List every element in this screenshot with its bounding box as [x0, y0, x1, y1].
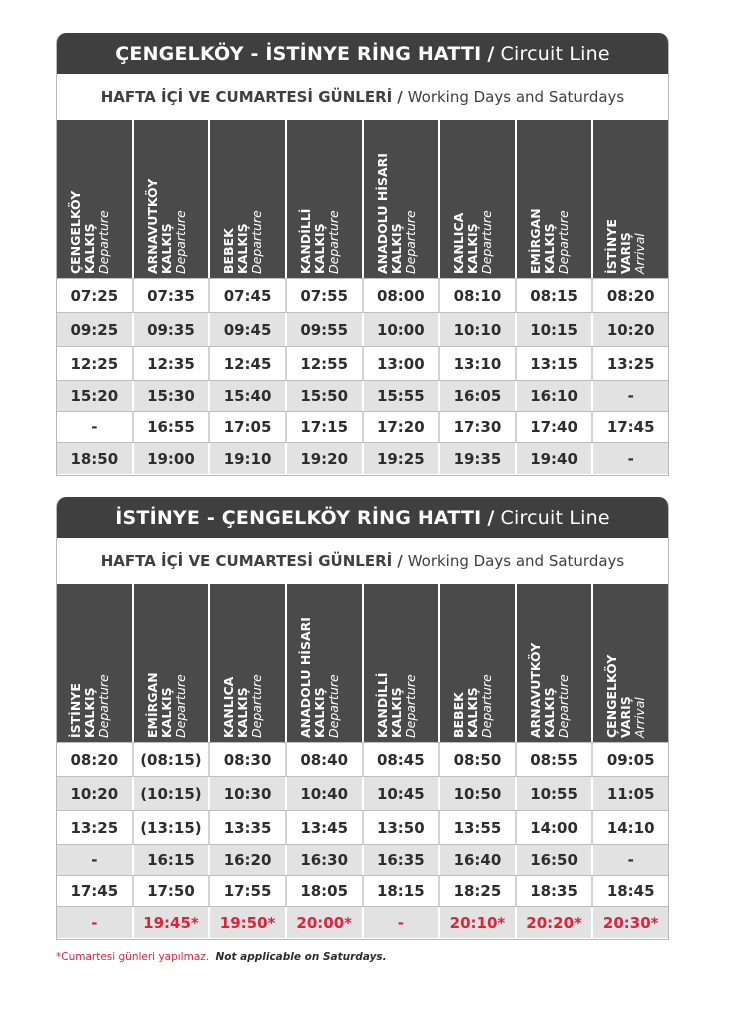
time-cell: 17:30: [440, 412, 517, 442]
stop-type-en: Departure: [402, 210, 418, 274]
title-separator: /: [487, 506, 495, 529]
stop-name: ÇENGELKÖY: [68, 190, 83, 274]
time-cell: 18:05: [287, 876, 364, 906]
stop-type-en: Departure: [402, 674, 418, 738]
time-cell: 15:40: [210, 381, 287, 411]
time-cell: 08:30: [210, 743, 287, 776]
subtitle-tr: HAFTA İÇİ VE CUMARTESİ GÜNLERİ: [100, 88, 393, 106]
stop-type-tr: VARIŞ: [618, 232, 634, 274]
column-header-text: [222, 210, 264, 274]
time-cell: 15:20: [57, 381, 134, 411]
column-header-text: [376, 153, 418, 274]
time-cell: 14:00: [517, 811, 594, 844]
time-cell: 16:20: [210, 845, 287, 875]
timetable-istinye-cengelkoy: [56, 497, 669, 940]
time-cell: 11:05: [606, 784, 655, 803]
stop-type-en: Departure: [479, 210, 495, 274]
column-header-text: [452, 674, 494, 738]
table-row: [57, 776, 668, 810]
timetable-cengelkoy-istinye: [56, 33, 669, 476]
time-cell: 16:30: [287, 845, 364, 875]
column-header-text: [452, 210, 494, 274]
table-row: [57, 906, 668, 938]
time-cell: 20:10*: [440, 907, 517, 938]
time-cell: 16:35: [364, 845, 441, 875]
time-cell: -: [57, 907, 134, 938]
stop-type-tr: KALKIŞ: [388, 687, 404, 738]
time-cell: 08:15: [517, 279, 594, 312]
time-cell: 13:55: [440, 811, 517, 844]
title-tr: ÇENGELKÖY - İSTİNYE RİNG HATTI: [115, 42, 482, 65]
time-cell: 15:30: [134, 381, 211, 411]
time-cell: 19:20: [287, 443, 364, 474]
timetable-subtitle: [57, 74, 668, 120]
time-cell: 19:40: [517, 443, 594, 474]
column-header-text: [69, 674, 111, 738]
time-cell: 13:10: [440, 347, 517, 380]
time-cell: 08:50: [440, 743, 517, 776]
stop-type-tr: KALKIŞ: [311, 223, 327, 274]
time-cell: 12:25: [57, 347, 134, 380]
timetable-subtitle: [57, 538, 668, 584]
title-separator: /: [487, 42, 495, 65]
stop-type-en: Departure: [96, 210, 111, 274]
column-header-text: [222, 674, 264, 738]
stop-name: BEBEK: [221, 228, 237, 274]
time-cell: 12:55: [287, 347, 364, 380]
stop-name: KANLICA: [221, 676, 237, 738]
stop-type-en: Departure: [172, 210, 188, 274]
column-header-text: [299, 209, 341, 274]
stop-type-tr: KALKIŞ: [465, 687, 481, 738]
column-headers: [57, 120, 668, 278]
time-cell: 16:10: [517, 381, 594, 411]
footnote-en: Not applicable on Saturdays.: [215, 951, 387, 963]
stop-type-tr: KALKIŞ: [82, 687, 97, 738]
column-header: [57, 584, 134, 742]
stop-type-tr: KALKIŞ: [82, 223, 97, 274]
time-cell: 13:00: [364, 347, 441, 380]
time-cell: 14:10: [606, 818, 655, 837]
stop-name: BEBEK: [451, 692, 467, 738]
stop-type-en: Arrival: [632, 233, 648, 274]
time-cell: 17:40: [517, 412, 594, 442]
stop-type-tr: KALKIŞ: [158, 223, 174, 274]
time-cell: 19:10: [210, 443, 287, 474]
table-row: [57, 442, 668, 474]
time-cell: 08:45: [364, 743, 441, 776]
stop-type-en: Departure: [249, 674, 265, 738]
column-header: [440, 584, 517, 742]
time-cell: 12:35: [134, 347, 211, 380]
time-cell: 10:50: [440, 777, 517, 810]
table-row: [57, 312, 668, 346]
column-header: [364, 584, 441, 742]
time-cell: 18:15: [364, 876, 441, 906]
column-header-text: [69, 191, 111, 274]
column-header-text: [529, 208, 571, 274]
time-cell: 10:30: [210, 777, 287, 810]
column-header: [517, 584, 594, 742]
stop-type-tr: KALKIŞ: [235, 687, 251, 738]
stop-name: ARNAVUTKÖY: [527, 642, 543, 738]
time-cell: 18:50: [57, 443, 134, 474]
time-cell: 09:55: [287, 313, 364, 346]
time-cell: 13:25: [57, 811, 134, 844]
time-cell: 18:45: [606, 882, 655, 900]
time-cell: 10:20: [606, 320, 655, 339]
stop-type-en: Departure: [479, 674, 495, 738]
time-cell: 08:40: [287, 743, 364, 776]
title-en: Circuit Line: [500, 506, 610, 529]
column-header-text: [376, 673, 418, 738]
time-cell: 13:35: [210, 811, 287, 844]
stop-name: ARNAVUTKÖY: [144, 178, 160, 274]
column-header-text: [146, 179, 188, 274]
column-header: [517, 120, 594, 278]
table-row: [57, 875, 668, 906]
time-cell: (10:15): [134, 777, 211, 810]
time-cell: 10:20: [57, 777, 134, 810]
subtitle-en: Working Days and Saturdays: [407, 552, 625, 570]
time-cell: 18:25: [440, 876, 517, 906]
time-cell: 19:25: [364, 443, 441, 474]
stop-name: İSTİNYE: [604, 219, 620, 274]
time-cell: -: [627, 387, 634, 405]
time-cell: 16:50: [517, 845, 594, 875]
time-cell: 10:10: [440, 313, 517, 346]
time-cell: 16:40: [440, 845, 517, 875]
time-cell: 18:35: [517, 876, 594, 906]
stop-name: KANDİLLİ: [297, 208, 313, 274]
time-cell: 10:15: [517, 313, 594, 346]
timetable-title: [57, 33, 668, 74]
subtitle-en: Working Days and Saturdays: [407, 88, 625, 106]
time-cell: 13:50: [364, 811, 441, 844]
time-cell: 17:45: [606, 418, 655, 436]
time-cell: (13:15): [134, 811, 211, 844]
column-header: [593, 584, 668, 742]
time-cell: 17:20: [364, 412, 441, 442]
time-cell: 19:45*: [134, 907, 211, 938]
time-cell: 15:50: [287, 381, 364, 411]
column-header: [440, 120, 517, 278]
table-row: [57, 742, 668, 776]
table-row: [57, 346, 668, 380]
time-cell: 07:55: [287, 279, 364, 312]
stop-type-tr: KALKIŞ: [311, 687, 327, 738]
time-cell: 08:00: [364, 279, 441, 312]
footnote-tr: *Cumartesi günleri yapılmaz.: [56, 951, 210, 963]
time-cell: -: [57, 845, 134, 875]
time-cell: 15:55: [364, 381, 441, 411]
column-header-text: [146, 672, 188, 738]
time-cell: 16:55: [134, 412, 211, 442]
stop-type-en: Departure: [172, 674, 188, 738]
time-cell: 08:55: [517, 743, 594, 776]
title-en: Circuit Line: [500, 42, 610, 65]
time-cell: 16:05: [440, 381, 517, 411]
time-cell: -: [57, 412, 134, 442]
stop-name: ANADOLU HİSARI: [297, 617, 313, 738]
stop-name: KANDİLLİ: [374, 672, 390, 738]
timetable-title: [57, 497, 668, 538]
column-headers: [57, 584, 668, 742]
time-cell: -: [627, 449, 634, 468]
subtitle-separator: /: [397, 88, 403, 106]
time-cell: 16:15: [134, 845, 211, 875]
stop-name: KANLICA: [451, 212, 467, 274]
time-cell: 17:50: [134, 876, 211, 906]
column-header: [134, 120, 211, 278]
time-cell: 20:00*: [287, 907, 364, 938]
time-cell: 07:35: [134, 279, 211, 312]
time-cell: 10:00: [364, 313, 441, 346]
stop-type-tr: KALKIŞ: [235, 223, 251, 274]
stop-type-tr: KALKIŞ: [388, 223, 404, 274]
time-cell: 19:35: [440, 443, 517, 474]
time-cell: 09:45: [210, 313, 287, 346]
time-cell: 20:20*: [517, 907, 594, 938]
time-cell: 20:30*: [602, 913, 659, 932]
time-cell: 10:45: [364, 777, 441, 810]
time-cell: (08:15): [134, 743, 211, 776]
time-cell: 17:55: [210, 876, 287, 906]
time-cell: 09:35: [134, 313, 211, 346]
column-header: [287, 584, 364, 742]
stop-type-tr: KALKIŞ: [541, 687, 557, 738]
time-cell: 17:05: [210, 412, 287, 442]
time-cell: 13:25: [606, 354, 655, 373]
column-header-text: [605, 655, 647, 738]
column-header: [57, 120, 134, 278]
table-row: [57, 844, 668, 875]
column-header: [593, 120, 668, 278]
stop-type-en: Arrival: [632, 697, 648, 738]
column-header-text: [605, 219, 647, 274]
stop-type-en: Departure: [555, 674, 571, 738]
stop-type-tr: KALKIŞ: [541, 223, 557, 274]
stop-type-en: Departure: [249, 210, 265, 274]
time-cell: -: [627, 851, 634, 869]
time-cell: 17:15: [287, 412, 364, 442]
stop-name: ANADOLU HİSARI: [374, 153, 390, 274]
stop-type-en: Departure: [325, 210, 341, 274]
stop-type-en: Departure: [325, 674, 341, 738]
time-cell: 19:00: [134, 443, 211, 474]
column-header-text: [299, 617, 341, 738]
time-cell: 08:20: [606, 286, 655, 305]
time-cell: 09:05: [606, 750, 655, 769]
footnote: [56, 951, 387, 963]
time-cell: 10:55: [517, 777, 594, 810]
stop-type-en: Departure: [96, 674, 111, 738]
column-header: [287, 120, 364, 278]
table-row: [57, 278, 668, 312]
time-cell: 13:15: [517, 347, 594, 380]
stop-name: EMİRGAN: [527, 208, 543, 274]
stop-type-tr: KALKIŞ: [158, 687, 174, 738]
column-header-text: [529, 643, 571, 738]
column-header: [364, 120, 441, 278]
time-cell: 07:45: [210, 279, 287, 312]
time-cell: 09:25: [57, 313, 134, 346]
subtitle-tr: HAFTA İÇİ VE CUMARTESİ GÜNLERİ: [100, 552, 393, 570]
time-cell: 17:45: [57, 876, 134, 906]
table-row: [57, 380, 668, 411]
column-header: [210, 120, 287, 278]
time-cell: 12:45: [210, 347, 287, 380]
stop-name: EMİRGAN: [144, 672, 160, 738]
table-row: [57, 810, 668, 844]
column-header: [134, 584, 211, 742]
time-cell: 13:45: [287, 811, 364, 844]
stop-type-tr: VARIŞ: [618, 696, 634, 738]
time-cell: 10:40: [287, 777, 364, 810]
time-cell: 08:10: [440, 279, 517, 312]
stop-name: ÇENGELKÖY: [604, 654, 620, 738]
stop-type-tr: KALKIŞ: [465, 223, 481, 274]
time-cell: -: [364, 907, 441, 938]
title-tr: İSTİNYE - ÇENGELKÖY RİNG HATTI: [115, 506, 482, 529]
column-header: [210, 584, 287, 742]
stop-type-en: Departure: [555, 210, 571, 274]
time-cell: 07:25: [57, 279, 134, 312]
time-cell: 19:50*: [210, 907, 287, 938]
table-row: [57, 411, 668, 442]
stop-name: İSTİNYE: [68, 683, 83, 738]
subtitle-separator: /: [397, 552, 403, 570]
time-cell: 08:20: [57, 743, 134, 776]
